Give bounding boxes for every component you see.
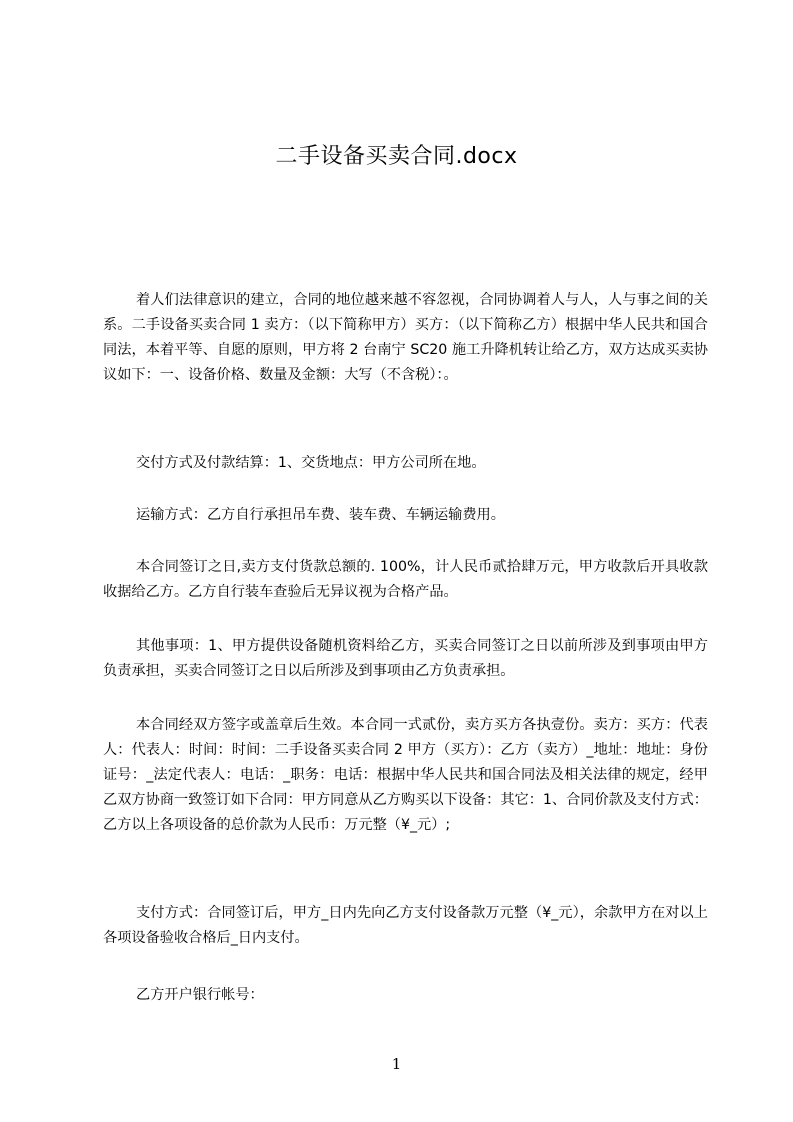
paragraph-transport: 运输方式：乙方自行承担吊车费、装车费、车辆运输费用。 bbox=[136, 507, 505, 523]
paragraph-payment-total: 本合同签订之日,卖方支付货款总额的. 100%，计人民币贰拾肆万元，甲方收款后开具收款收据给乙方。乙方自行装车查验后无异议视为合格产品。 bbox=[103, 559, 708, 600]
page-number: 1 bbox=[391, 1055, 402, 1073]
paragraph-contract-effect: 本合同经双方签字或盖章后生效。本合同一式贰份，卖方买方各执壹份。卖方：买方：代表人：代表人：时间：时间：二手设备买卖合同 2 甲方（买方）：乙方（卖方）_地址：地址：身份证号：_法定代表人：电话：_职务：电话：根据中华人民共和国合同法及相关法律的规定，经甲乙双方协商一致签订如下合同：甲方同意从乙方购买以下设备：其它：1、合同价款及支付方式：乙方以上各项设备的总价款为人民币：万元整（¥_元）; bbox=[103, 717, 708, 833]
paragraph-bank-account: 乙方开户银行帐号： bbox=[136, 987, 264, 1003]
paragraph-delivery: 交付方式及付款结算：1、交货地点：甲方公司所在地。 bbox=[136, 455, 486, 471]
paragraph-payment-method: 支付方式：合同签订后，甲方_日内先向乙方支付设备款万元整（¥_元），余款甲方在对以上各项设备验收合格后_日内支付。 bbox=[103, 905, 708, 946]
paragraph-other-matters: 其他事项：1、甲方提供设备随机资料给乙方，买卖合同签订之日以前所涉及到事项由甲方负责承担，买卖合同签订之日以后所涉及到事项由乙方负责承担。 bbox=[103, 638, 708, 679]
document-title: 二手设备买卖合同.docx bbox=[275, 144, 518, 169]
paragraph-intro: 着人们法律意识的建立，合同的地位越来越不容忽视，合同协调着人与人，人与事之间的关系。二手设备买卖合同 1 卖方：（以下简称甲方）买方：（以下简称乙方）根据中华人民共和国合同法，本着平等、自愿的原则，甲方将 2 台南宁 SC20 施工升降机转让给乙方，双方达成买卖协议如下：一、设备价格、数量及金额：大写（不含税）：。 bbox=[103, 292, 708, 383]
